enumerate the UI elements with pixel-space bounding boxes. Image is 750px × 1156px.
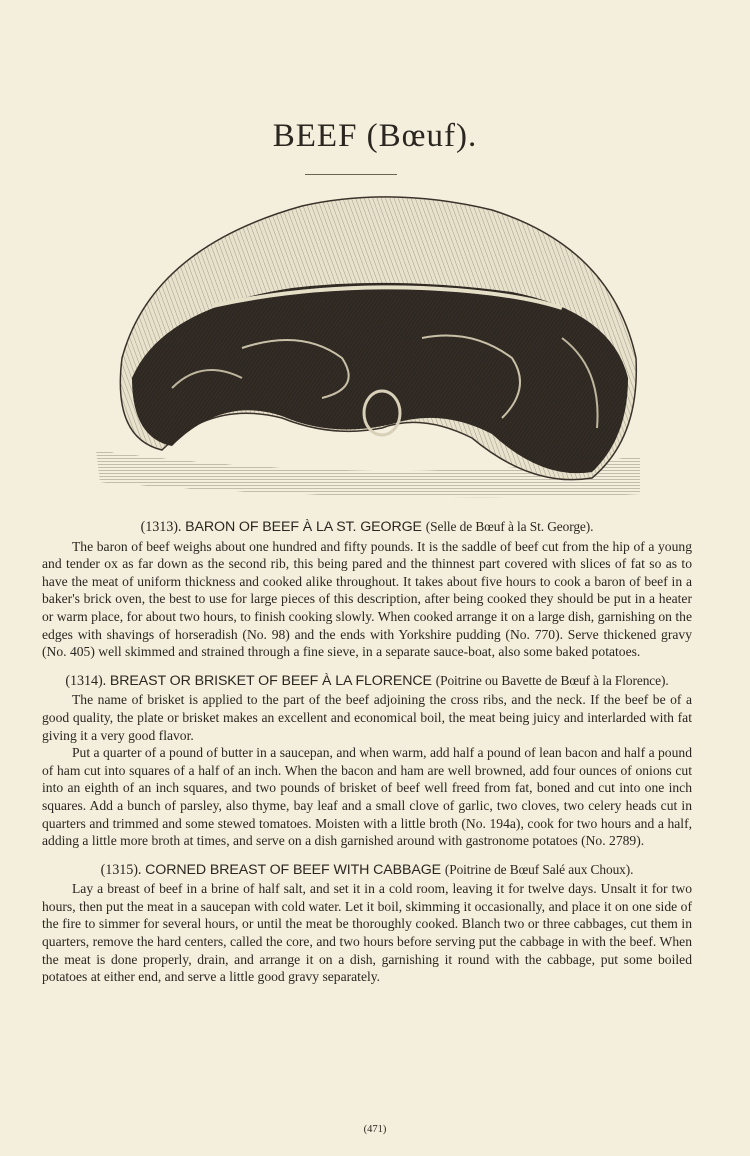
recipe-1315 xyxy=(42,861,692,986)
recipe-title: BARON OF BEEF À LA ST. GEORGE xyxy=(185,519,422,535)
page-number: (471) xyxy=(363,1124,387,1135)
recipe-paragraph: The name of brisket is applied to the part of the beef adjoining the cross ribs, and the neck. If the beef be of a good quality, the plate or brisket makes an excellent and economical boil, the meat being juicy and interlarded with fat giving it a very good flavor. xyxy=(42,692,692,743)
recipe-paragraph: The baron of beef weighs about one hundred and fifty pounds. It is the saddle of beef cut from the hip of a young and tender ox as far down as the second rib, this being pared and the thinnest part covered with slices of fat so as to have the meat of uniform thickness and cooked alike throughout. It takes about five hours to cook a baron of beef in a baker's brick oven, the best to use for large pieces of this description, after being cooked they should be put in a heater or warm place, for about two hours, to finish cooking slowly. When cooked arrange it on a large dish, garnishing on the edges with shavings of horseradish (No. 98) and the ends with Yorkshire pudding (No. 770). Serve thickened gravy (No. 405) well skimmed and strained through a fine sieve, in a separate sauce-boat, also some baked potatoes. xyxy=(42,538,692,660)
recipe-number: (1314). xyxy=(65,672,107,689)
recipe-heading xyxy=(42,518,692,537)
recipe-paragraph: Put a quarter of a pound of butter in a saucepan, and when warm, add half a pound of lean bacon and half a pound of ham cut into squares of a half of an inch. When the bacon and ham are well browned, add four ounces of onions cut into an eighth of an inch squares, and two pounds of brisket of beef well freed from fat, boned and cut into one inch squares. Add a bunch of parsley, also thyme, bay leaf and a small clove of garlic, two cloves, two celery heads cut in quarters and trimmed and some stewed tomatoes. Moisten with a little broth (No. 194a), cook for two hours and a half, adding a little more broth at times, and serve on a dish garnished around with gastronome potatoes (No. 2789). xyxy=(42,745,692,849)
recipe-number: (1313). xyxy=(140,519,182,535)
recipe-text xyxy=(42,518,692,986)
title-divider xyxy=(305,174,397,175)
recipe-heading xyxy=(42,861,692,880)
recipe-paragraph: Lay a breast of beef in a brine of half salt, and set it in a cold room, leaving it for twelve days. Unsalt it for two hours, then put the meat in a saucepan with cold water. Let it boil, skimming it occasionally, and place it on one side of the fire to simmer for several hours, or until the meat be thoroughly cooked. Blanch two or three cabbages, cut them in quarters, remove the hard centers, called the core, and two hours before serving put the cabbage in with the beef. When the meat is done properly, drain, and arrange it on a dish, garnishing it round with the cabbage, put some boiled potatoes at either end, and serve a little good gravy separately. xyxy=(42,881,692,985)
recipe-title: CORNED BREAST OF BEEF WITH CABBAGE xyxy=(145,861,442,878)
recipe-french-title: (Poitrine ou Bavette de Bœuf à la Florence). xyxy=(435,672,669,688)
recipe-1314 xyxy=(42,672,692,850)
page-title: BEEF (Bœuf). xyxy=(272,118,478,154)
recipe-heading xyxy=(42,672,692,691)
recipe-title: BREAST OR BRISKET OF BEEF À LA FLORENCE xyxy=(109,672,432,689)
recipe-number: (1315). xyxy=(100,861,142,878)
baron-of-beef-engraving-icon xyxy=(92,188,648,504)
recipe-french-title: (Poitrine de Bœuf Salé aux Choux). xyxy=(444,861,634,877)
recipe-french-title: (Selle de Bœuf à la St. George). xyxy=(425,519,594,534)
recipe-1313 xyxy=(42,518,692,661)
